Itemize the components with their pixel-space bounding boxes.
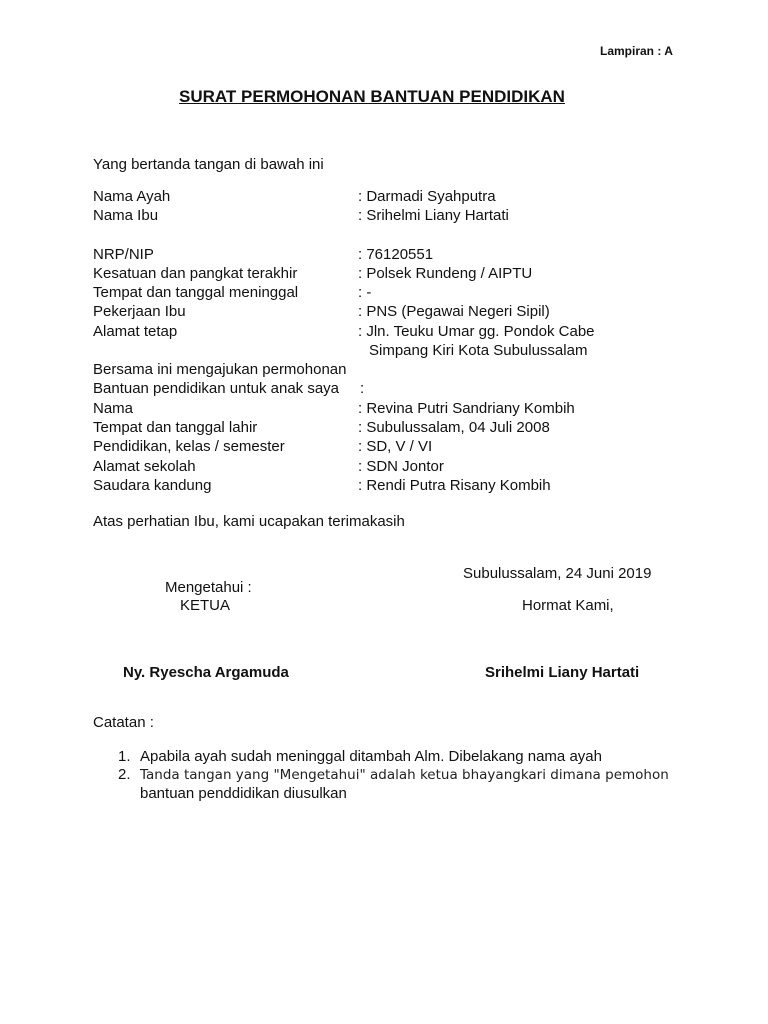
field-label: Kesatuan dan pangkat terakhir [93,265,298,282]
field-value: : PNS (Pegawai Negeri Sipil) [358,303,550,320]
note-text: Tanda tangan yang "Mengetahui" adalah ketua bhayangkari dimana pemohon [140,767,669,783]
field-value: : Polsek Rundeng / AIPTU [358,265,533,282]
field-value: : Darmadi Syahputra [358,188,496,205]
field-label: Nama Ayah [93,188,171,205]
child-field-label: Tempat dan tanggal lahir [93,419,258,436]
request-text: Bersama ini mengajukan permohonan [93,361,347,378]
signature-name-right: Srihelmi Liany Hartati [485,664,640,681]
field-value: : Srihelmi Liany Hartati [358,207,509,224]
field-label: Nama Ibu [93,207,159,224]
field-value: : 76120551 [358,246,434,263]
notes-heading: Catatan : [93,714,154,731]
field-label: Tempat dan tanggal meninggal [93,284,299,301]
hormat-label: Hormat Kami, [522,597,614,614]
child-field-label: Pendidikan, kelas / semester [93,438,285,455]
attachment-label: Lampiran : A [600,44,673,58]
child-field-value: : Rendi Putra Risany Kombih [358,477,551,494]
field-value: : - [358,284,372,301]
request-text: Bantuan pendidikan untuk anak saya [93,380,340,397]
intro-text: Yang bertanda tangan di bawah ini [93,156,324,173]
field-label: Pekerjaan Ibu [93,303,186,320]
note-number: 2. [118,766,131,783]
field-label: Alamat tetap [93,323,178,340]
field-label: NRP/NIP [93,246,154,263]
note-text-continuation: bantuan penddidikan diusulkan [140,785,347,802]
child-field-value: : SD, V / VI [358,438,433,455]
child-field-label: Nama [93,400,134,417]
ketua-label: KETUA [180,597,231,614]
child-field-value: : Subulussalam, 04 Juli 2008 [358,419,550,436]
place-date: Subulussalam, 24 Juni 2019 [463,565,652,582]
address-continuation: Simpang Kiri Kota Subulussalam [369,342,588,359]
request-colon: : [360,380,365,397]
field-value: : Jln. Teuku Umar gg. Pondok Cabe [358,323,595,340]
closing-text: Atas perhatian Ibu, kami ucapakan terimakasih [93,513,405,530]
child-field-label: Alamat sekolah [93,458,196,475]
child-field-label: Saudara kandung [93,477,212,494]
child-field-value: : SDN Jontor [358,458,444,475]
note-number: 1. [118,748,131,765]
mengetahui-label: Mengetahui : [165,579,252,596]
child-field-value: : Revina Putri Sandriany Kombih [358,400,575,417]
letter-title: SURAT PERMOHONAN BANTUAN PENDIDIKAN [179,87,565,106]
signature-name-left: Ny. Ryescha Argamuda [123,664,289,681]
note-text: Apabila ayah sudah meninggal ditambah Alm. Dibelakang nama ayah [140,748,602,765]
